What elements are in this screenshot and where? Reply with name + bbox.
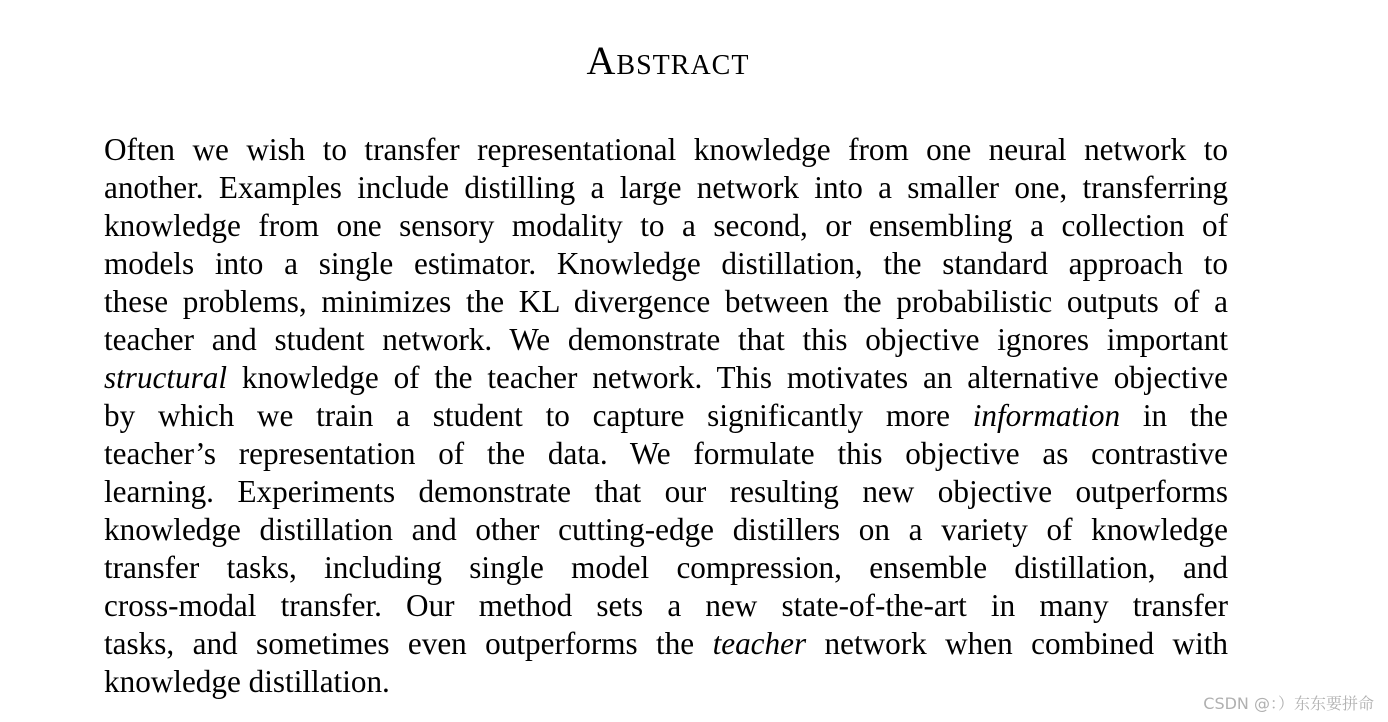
abstract-line [104, 435, 1228, 473]
abstract-line [104, 169, 1228, 207]
abstract-line [104, 131, 1228, 169]
abstract-line [104, 625, 1228, 663]
abstract-line [104, 359, 1228, 397]
abstract-text: another. Examples include distilling a large network into a smaller one, transferring [104, 170, 1228, 205]
abstract-line [104, 549, 1228, 587]
abstract-text: teacher and student network. We demonstrate that this objective ignores important [104, 322, 1228, 357]
abstract-text: Often we wish to transfer representational knowledge from one neural network to [104, 132, 1228, 167]
abstract-text: these problems, minimizes the KL divergence between the probabilistic outputs of a [104, 284, 1228, 319]
abstract-text: in the [1120, 398, 1228, 433]
abstract-line [104, 245, 1228, 283]
abstract-text: by which we train a student to capture significantly more [104, 398, 973, 433]
abstract-text: knowledge distillation. [104, 664, 390, 699]
abstract-line [104, 207, 1228, 245]
emphasis-teacher: teacher [712, 626, 807, 661]
abstract-line [104, 587, 1228, 625]
abstract-text: knowledge from one sensory modality to a second, or ensembling a collection of [104, 208, 1228, 243]
abstract-text: network when combined with [806, 626, 1228, 661]
abstract-text: models into a single estimator. Knowledge distillation, the standard approach to [104, 246, 1228, 281]
abstract-body [104, 131, 1228, 701]
abstract-line [104, 511, 1228, 549]
abstract-line [104, 283, 1228, 321]
abstract-text: cross-modal transfer. Our method sets a new state-of-the-art in many transfer [104, 588, 1228, 623]
watermark: CSDN @：）东东要拼命 [1203, 694, 1374, 713]
emphasis-structural: structural [104, 360, 228, 395]
abstract-text: learning. Experiments demonstrate that our resulting new objective outperforms [104, 474, 1228, 509]
abstract-text: tasks, and sometimes even outperforms the [104, 626, 713, 661]
emphasis-information: information [972, 398, 1121, 433]
abstract-line [104, 663, 1228, 701]
abstract-text: knowledge of the teacher network. This motivates an alternative objective [227, 360, 1228, 395]
abstract-text: knowledge distillation and other cutting-edge distillers on a variety of knowledge [104, 512, 1228, 547]
abstract-heading: Abstract [586, 38, 750, 83]
abstract-text: transfer tasks, including single model compression, ensemble distillation, and [104, 550, 1228, 585]
abstract-line [104, 473, 1228, 511]
abstract-text: teacher’s representation of the data. We formulate this objective as contrastive [104, 436, 1228, 471]
abstract-line [104, 321, 1228, 359]
abstract-line [104, 397, 1228, 435]
